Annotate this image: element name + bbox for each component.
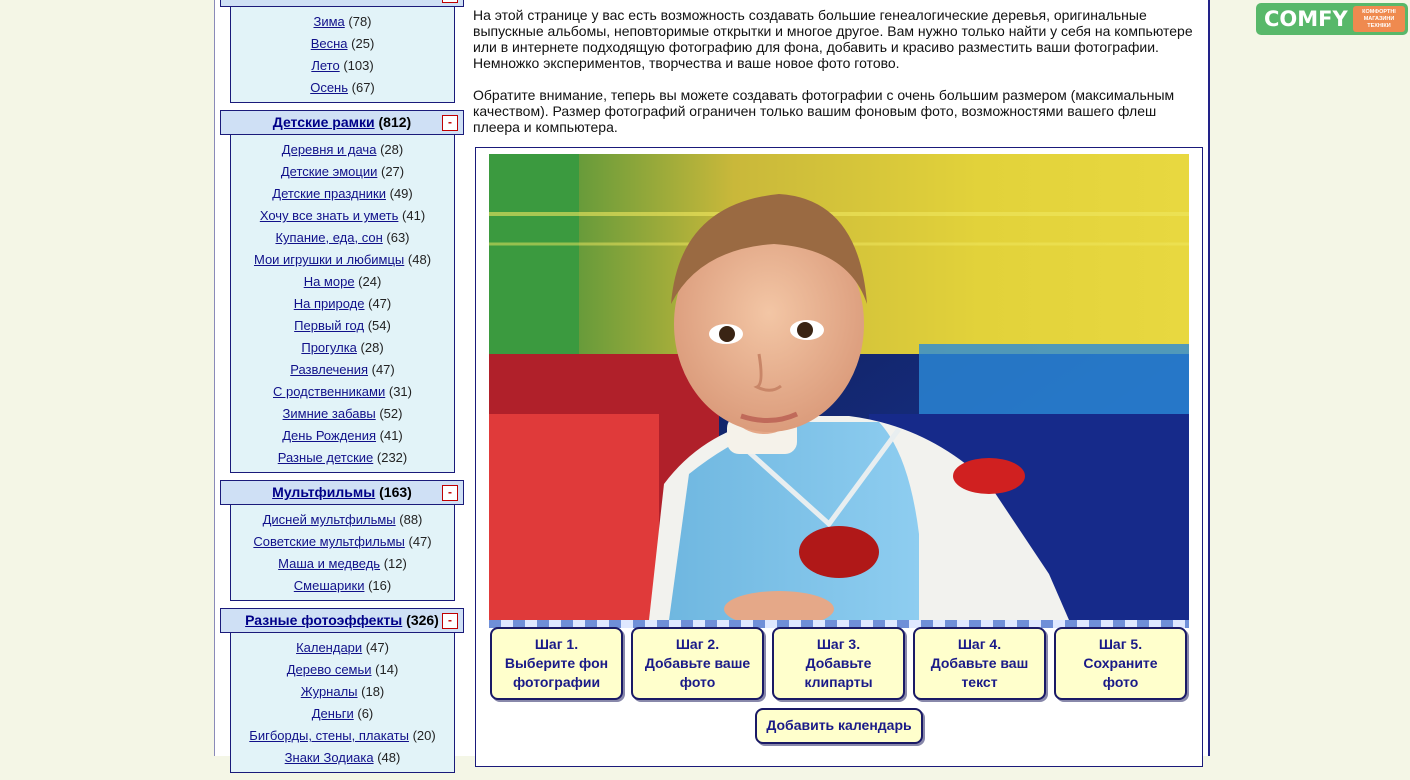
- category-link[interactable]: Знаки Зодиака: [284, 750, 374, 765]
- list-item[interactable]: Журналы (18): [300, 684, 385, 699]
- category-link[interactable]: Осень: [310, 80, 349, 95]
- add-calendar-button[interactable]: Добавить календарь: [755, 708, 923, 744]
- list-item[interactable]: Мои игрушки и любимцы (48): [253, 252, 432, 267]
- step-2-button[interactable]: Шаг 2. Добавьте ваше фото: [631, 627, 764, 700]
- list-item[interactable]: Детские эмоции (27): [280, 164, 405, 179]
- category-link[interactable]: Зимние забавы: [282, 406, 376, 421]
- category-header-seasons[interactable]: [220, 0, 464, 7]
- category-link[interactable]: На море: [303, 274, 355, 289]
- category-link[interactable]: Лето: [311, 58, 340, 73]
- list-item[interactable]: Развлечения (47): [290, 362, 395, 377]
- category-link[interactable]: На природе: [293, 296, 365, 311]
- category-link[interactable]: Развлечения: [290, 362, 368, 377]
- child-portrait-image: [489, 154, 1189, 620]
- category-link[interactable]: Весна: [310, 36, 348, 51]
- category-link[interactable]: Разные детские: [277, 450, 374, 465]
- category-link[interactable]: Деньги: [311, 706, 354, 721]
- list-item[interactable]: Деньги (6): [311, 706, 374, 721]
- category-list-seasons: [230, 7, 455, 103]
- step-3-button[interactable]: Шаг 3. Добавьте клипарты: [772, 627, 905, 700]
- category-title[interactable]: Детские рамки: [272, 114, 375, 130]
- category-link[interactable]: Купание, еда, сон: [275, 230, 383, 245]
- step-1-button[interactable]: Шаг 1. Выберите фон фотографии: [490, 627, 623, 700]
- category-link[interactable]: Хочу все знать и уметь: [259, 208, 399, 223]
- list-item[interactable]: На природе (47): [293, 296, 392, 311]
- category-link[interactable]: День Рождения: [282, 428, 377, 443]
- category-link[interactable]: Прогулка: [301, 340, 357, 355]
- list-item[interactable]: Хочу все знать и уметь (41): [259, 208, 426, 223]
- category-list-photo-effects: [230, 633, 455, 773]
- category-link[interactable]: Детские праздники: [272, 186, 386, 201]
- list-item[interactable]: Знаки Зодиака (48): [284, 750, 401, 765]
- list-item[interactable]: Деревня и дача (28): [281, 142, 404, 157]
- category-link[interactable]: Мои игрушки и любимцы: [253, 252, 405, 267]
- category-link[interactable]: Смешарики: [293, 578, 365, 593]
- category-header-cartoons[interactable]: Мультфильмы (163) -: [220, 480, 464, 505]
- list-item[interactable]: Разные детские (232): [277, 450, 408, 465]
- category-link[interactable]: Деревня и дача: [281, 142, 377, 157]
- category-link[interactable]: Советские мультфильмы: [253, 534, 405, 549]
- category-link[interactable]: С родственниками: [273, 384, 386, 399]
- category-list-kids-frames: [230, 135, 455, 473]
- comfy-tagline: КОМФОРТНІ МАГАЗИНИ ТЕХНІКИ: [1353, 6, 1405, 32]
- main-content: [473, 0, 1203, 733]
- category-header-photo-effects[interactable]: Разные фотоэффекты (326) -: [220, 608, 464, 633]
- list-item[interactable]: Первый год (54): [294, 318, 391, 333]
- category-link[interactable]: Зима: [313, 14, 345, 29]
- list-item[interactable]: На море (24): [303, 274, 382, 289]
- list-item[interactable]: Прогулка (28): [301, 340, 384, 355]
- list-item[interactable]: Осень (67): [310, 80, 375, 95]
- list-item[interactable]: Календари (47): [296, 640, 389, 655]
- comfy-logo: COMFY: [1264, 7, 1348, 31]
- category-link[interactable]: Дисней мультфильмы: [262, 512, 396, 527]
- category-link[interactable]: Бигборды, стены, плакаты: [249, 728, 409, 743]
- list-item[interactable]: Лето (103): [311, 58, 374, 73]
- collapse-toggle[interactable]: [442, 0, 458, 3]
- list-item[interactable]: День Рождения (41): [282, 428, 403, 443]
- category-link[interactable]: Первый год: [294, 318, 365, 333]
- collapse-toggle[interactable]: -: [442, 613, 458, 629]
- list-item[interactable]: Зимние забавы (52): [282, 406, 403, 421]
- photo-editor: [475, 147, 1203, 767]
- intro-paragraph: На этой странице у вас есть возможность создавать большие генеалогические деревья, оригинальные выпускные альбомы, неповторимые открытки и многое другое. Вам нужно только найти у себя на компьютере или в интернете подходящую фотографию для фона, добавить и красиво разместить ваши фотографии. Немножко экспериментов, творчества и ваше новое фото готово.: [473, 7, 1193, 71]
- list-item[interactable]: Зима (78): [313, 14, 372, 29]
- step-4-button[interactable]: Шаг 4. Добавьте ваш текст: [913, 627, 1046, 700]
- list-item[interactable]: Маша и медведь (12): [278, 556, 407, 571]
- category-title[interactable]: Разные фотоэффекты: [245, 612, 403, 628]
- collapse-toggle[interactable]: -: [442, 115, 458, 131]
- collapse-toggle[interactable]: -: [442, 485, 458, 501]
- list-item[interactable]: С родственниками (31): [273, 384, 412, 399]
- list-item[interactable]: Детские праздники (49): [272, 186, 413, 201]
- comfy-ad-banner[interactable]: [1256, 3, 1408, 35]
- background-photo[interactable]: [489, 154, 1189, 620]
- list-item[interactable]: Советские мультфильмы (47): [253, 534, 432, 549]
- page-container: [214, 0, 1210, 765]
- notice-paragraph: Обратите внимание, теперь вы можете создавать фотографии с очень большим размером (максимальным качеством). Размер фотографий ограничен только вашим фоновым фото, возможностями вашего флеш плеера и компьютера.: [473, 87, 1175, 135]
- list-item[interactable]: Дисней мультфильмы (88): [262, 512, 423, 527]
- category-title[interactable]: Мультфильмы: [272, 484, 376, 500]
- list-item[interactable]: Купание, еда, сон (63): [275, 230, 410, 245]
- category-link[interactable]: Дерево семьи: [286, 662, 372, 677]
- list-item[interactable]: Бигборды, стены, плакаты (20): [249, 728, 436, 743]
- step-5-button[interactable]: Шаг 5. Сохраните фото: [1054, 627, 1187, 700]
- sidebar: [220, 0, 464, 780]
- category-list-cartoons: [230, 505, 455, 601]
- category-link[interactable]: Детские эмоции: [280, 164, 378, 179]
- category-header-kids-frames[interactable]: Детские рамки (812) -: [220, 110, 464, 135]
- list-item[interactable]: Весна (25): [310, 36, 375, 51]
- category-link[interactable]: Маша и медведь: [278, 556, 381, 571]
- category-link[interactable]: Журналы: [300, 684, 358, 699]
- category-link[interactable]: Календари: [296, 640, 363, 655]
- list-item[interactable]: Смешарики (16): [293, 578, 392, 593]
- list-item[interactable]: Дерево семьи (14): [286, 662, 399, 677]
